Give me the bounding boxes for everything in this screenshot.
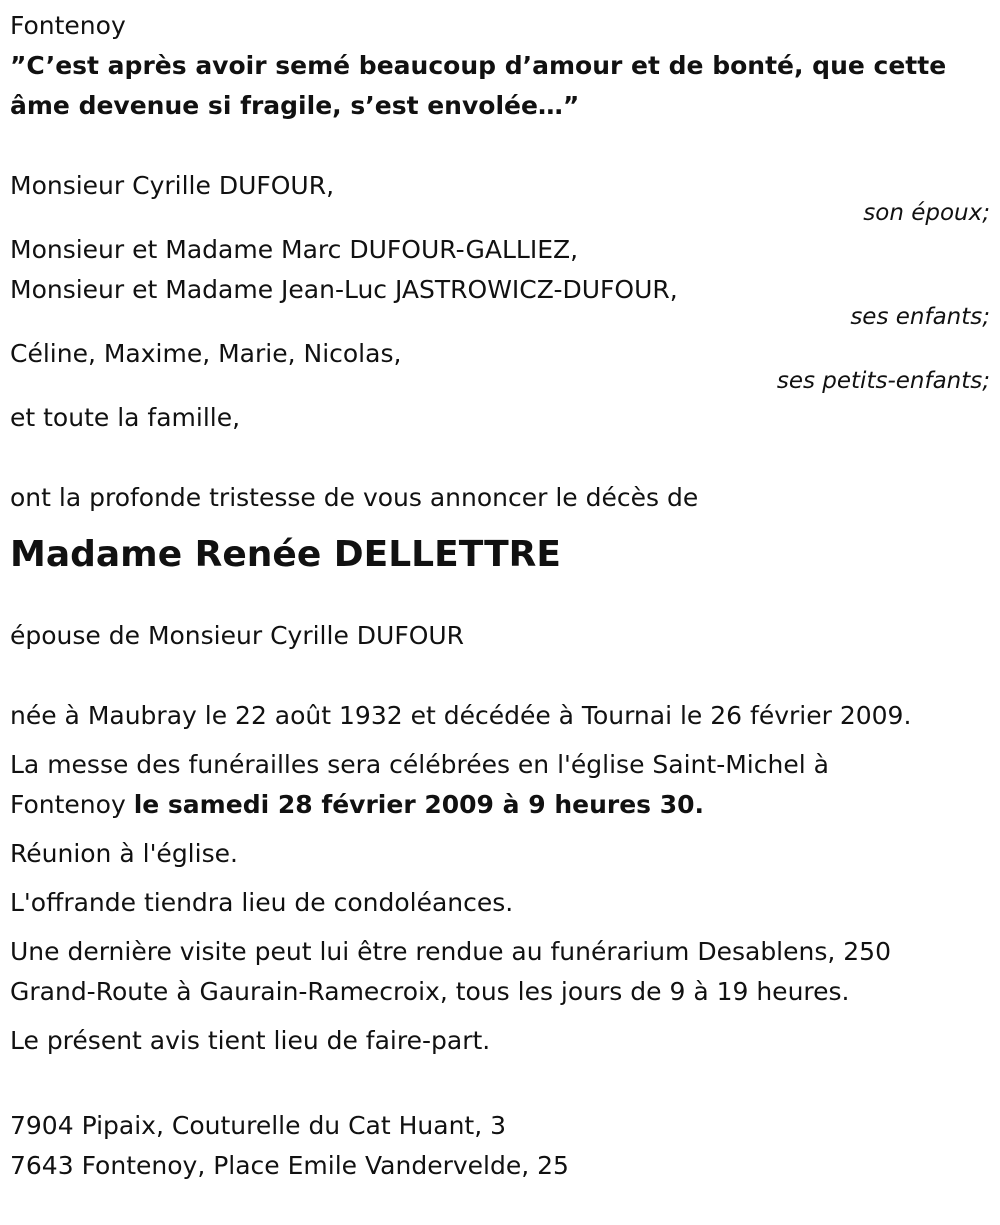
mass-text-line-1: La messe des funérailles sera célébrées en l'église Saint-Michel à	[10, 750, 829, 779]
spacer	[10, 438, 990, 478]
notice-paragraph	[10, 1021, 990, 1061]
offering-paragraph	[10, 883, 990, 923]
place-heading: Fontenoy	[10, 11, 126, 40]
quote-line-1: ”C’est après avoir semé beaucoup d’amour et de bonté, que cette	[10, 51, 947, 80]
spouse-role: son époux;	[863, 200, 990, 226]
deceased-name: Madame Renée DELLETTRE	[10, 534, 561, 575]
mass-paragraph	[10, 745, 990, 825]
child-name: Monsieur et Madame Jean-Luc JASTROWICZ-DUFOUR,	[10, 275, 678, 304]
children-role: ses enfants;	[850, 304, 990, 330]
visit-text-line-2: Grand-Route à Gaurain-Ramecroix, tous les jours de 9 à 19 heures.	[10, 977, 850, 1006]
grandchildren-names: Céline, Maxime, Marie, Nicolas,	[10, 339, 402, 368]
spouse-of-text: épouse de Monsieur Cyrille DUFOUR	[10, 621, 465, 650]
spacer	[10, 580, 990, 616]
grandchildren-role: ses petits-enfants;	[776, 368, 990, 394]
spacer	[10, 1070, 990, 1106]
spacer	[10, 518, 990, 526]
mass-place: Fontenoy	[10, 790, 134, 819]
meeting-text: Réunion à l'église.	[10, 839, 238, 868]
announcement-text: ont la profonde tristesse de vous annoncer le décès de	[10, 483, 699, 512]
family-rest: et toute la famille,	[10, 403, 241, 432]
visit-text-line-1: Une dernière visite peut lui être rendue au funérarium Desablens, 250	[10, 937, 891, 966]
visit-paragraph	[10, 932, 990, 1012]
spouse-name: Monsieur Cyrille DUFOUR,	[10, 171, 335, 200]
spacer	[10, 656, 990, 696]
mass-datetime: le samedi 28 février 2009 à 9 heures 30.	[133, 790, 705, 819]
child-name: Monsieur et Madame Marc DUFOUR-GALLIEZ,	[10, 235, 579, 264]
notice-text: Le présent avis tient lieu de faire-part.	[10, 1026, 491, 1055]
quote-line-2: âme devenue si fragile, s’est envolée…”	[10, 91, 580, 120]
meeting-paragraph	[10, 834, 990, 874]
spacer	[10, 126, 990, 166]
birth-death-paragraph	[10, 696, 990, 736]
offering-text: L'offrande tiendra lieu de condoléances.	[10, 888, 514, 917]
address-line: 7904 Pipaix, Couturelle du Cat Huant, 3	[10, 1111, 507, 1140]
birth-death-text: née à Maubray le 22 août 1932 et décédée à Tournai le 26 février 2009.	[10, 701, 912, 730]
address-line: 7643 Fontenoy, Place Emile Vandervelde, 25	[10, 1151, 569, 1180]
